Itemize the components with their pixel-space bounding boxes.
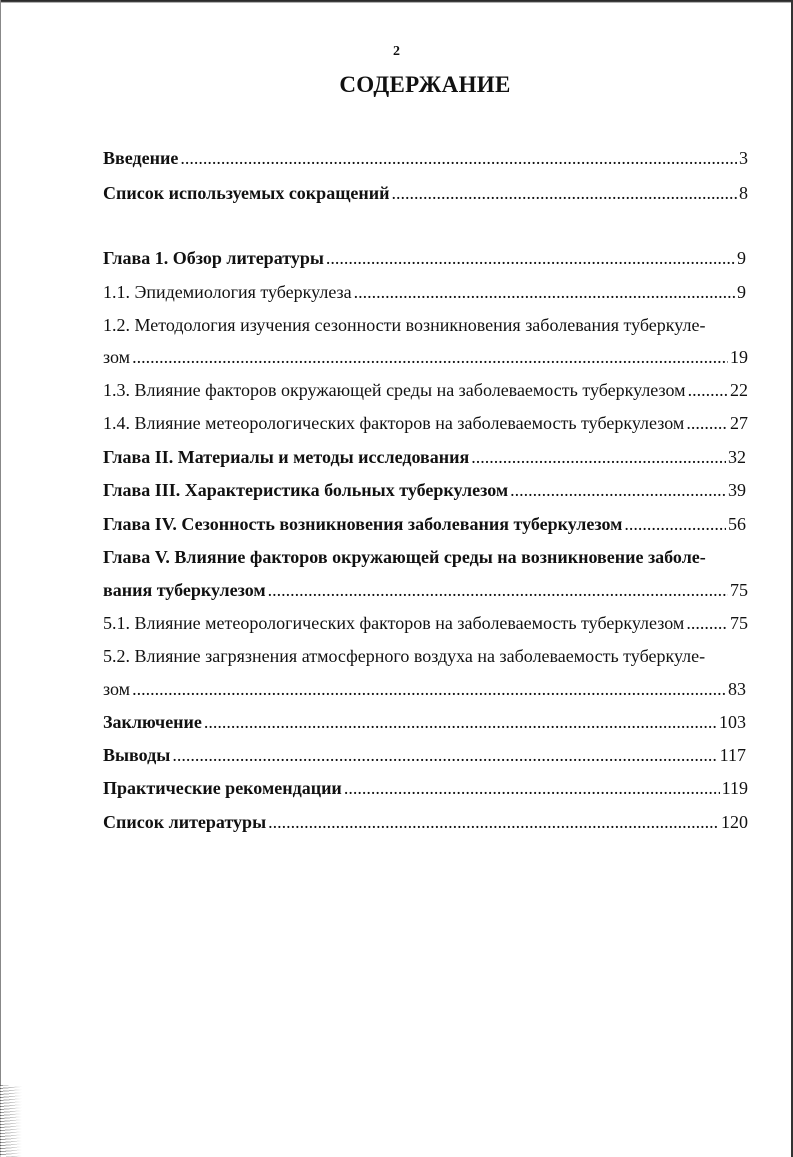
toc-entry-references[interactable] — [103, 810, 748, 834]
toc-entry-1-1[interactable] — [103, 280, 746, 304]
toc-entry-page: 32 — [728, 447, 746, 467]
page-number: 2 — [393, 44, 400, 59]
toc-entry-label: вания туберкулезом — [103, 580, 266, 600]
toc-dot-leader — [132, 345, 728, 369]
scan-edge-left — [0, 0, 1, 1157]
toc-entry-chapter-2[interactable] — [103, 445, 746, 469]
toc-dot-leader — [510, 478, 726, 502]
toc-dot-leader — [132, 677, 726, 701]
toc-entry-abbreviations[interactable] — [103, 181, 748, 205]
toc-entry-label: Глава II. Материалы и методы исследования — [103, 447, 470, 467]
toc-entry-introduction[interactable] — [103, 146, 748, 170]
toc-entry-label: Введение — [103, 148, 179, 168]
toc-entry-page: 8 — [739, 183, 748, 203]
toc-entry-label: Список литературы — [103, 812, 267, 832]
toc-entry-label: 1.3. Влияние факторов окружающей среды на заболеваемость туберкулезом — [103, 380, 686, 400]
toc-entry-page: 22 — [730, 380, 748, 400]
toc-entry-page: 83 — [728, 679, 746, 699]
toc-entry-page: 39 — [728, 480, 746, 500]
toc-entry-label: 1.4. Влияние метеорологических факторов на заболеваемость туберкулезом — [103, 413, 685, 433]
toc-dot-leader — [344, 776, 720, 800]
toc-entry-page: 9 — [737, 248, 746, 268]
toc-entry-page: 103 — [719, 712, 746, 732]
toc-dot-leader — [268, 810, 719, 834]
toc-entry-label: Глава IV. Сезонность возникновения заболевания туберкулезом — [103, 514, 623, 534]
toc-entry-label: 1.1. Эпидемиология туберкулеза — [103, 282, 352, 302]
toc-entry-page: 3 — [739, 148, 748, 168]
toc-entry-5-2-line1[interactable] — [103, 644, 750, 668]
toc-dot-leader — [392, 181, 738, 205]
toc-entry-label: Глава V. Влияние факторов окружающей среды на возникновение заболе- — [103, 547, 706, 567]
toc-entry-conclusion[interactable] — [103, 710, 746, 734]
toc-entry-label: Заключение — [103, 712, 202, 732]
toc-entry-label: Глава 1. Обзор литературы — [103, 248, 324, 268]
toc-dot-leader — [326, 246, 735, 270]
toc-dot-leader — [686, 611, 728, 635]
toc-entry-label: Выводы — [103, 745, 171, 765]
toc-entry-5-1[interactable] — [103, 611, 748, 635]
toc-dot-leader — [204, 710, 717, 734]
toc-entry-label: Глава III. Характеристика больных туберкулезом — [103, 480, 509, 500]
toc-entry-1-4[interactable] — [103, 411, 748, 435]
toc-dot-leader — [686, 411, 728, 435]
toc-entry-page: 75 — [730, 580, 748, 600]
toc-dot-leader — [471, 445, 726, 469]
toc-entry-label: зом — [103, 679, 131, 699]
toc-entry-1-3[interactable] — [103, 378, 748, 402]
scan-artifact — [0, 1085, 22, 1157]
toc-entry-page: 56 — [728, 514, 746, 534]
toc-dot-leader — [624, 512, 726, 536]
toc-entry-chapter-3[interactable] — [103, 478, 746, 502]
toc-entry-label: 1.2. Методология изучения сезонности возникновения заболевания туберкуле- — [103, 315, 706, 335]
toc-entry-label: 5.2. Влияние загрязнения атмосферного воздуха на заболеваемость туберкуле- — [103, 646, 706, 666]
toc-dot-leader — [180, 146, 737, 170]
toc-dot-leader — [268, 578, 728, 602]
toc-entry-1-2-line1[interactable] — [103, 313, 750, 337]
toc-entry-label: Практические рекомендации — [103, 778, 342, 798]
toc-entry-label: зом — [103, 347, 131, 367]
toc-entry-5-2-line2[interactable] — [103, 677, 746, 701]
page-title: СОДЕРЖАНИЕ — [339, 72, 511, 97]
toc-entry-chapter-1[interactable] — [103, 246, 746, 270]
toc-entry-label: 5.1. Влияние метеорологических факторов на заболеваемость туберкулезом — [103, 613, 685, 633]
toc-entry-page: 117 — [719, 745, 746, 765]
toc-entry-page: 27 — [730, 413, 748, 433]
toc-entry-findings[interactable] — [103, 743, 746, 767]
scan-edge-top — [0, 0, 793, 3]
toc-entry-chapter-5-line1[interactable] — [103, 545, 750, 569]
toc-entry-page: 119 — [721, 778, 748, 798]
toc-entry-page: 120 — [721, 812, 748, 832]
toc-dot-leader — [354, 280, 735, 304]
toc-dot-leader — [172, 743, 717, 767]
toc-entry-label: Список используемых сокращений — [103, 183, 390, 203]
toc-entry-recommendations[interactable] — [103, 776, 748, 800]
toc-entry-page: 9 — [737, 282, 746, 302]
toc-entry-page: 75 — [730, 613, 748, 633]
toc-entry-1-2-line2[interactable] — [103, 345, 748, 369]
toc-entry-page: 19 — [730, 347, 748, 367]
toc-entry-chapter-4[interactable] — [103, 512, 746, 536]
toc-dot-leader — [688, 378, 728, 402]
toc-entry-chapter-5-line2[interactable] — [103, 578, 748, 602]
